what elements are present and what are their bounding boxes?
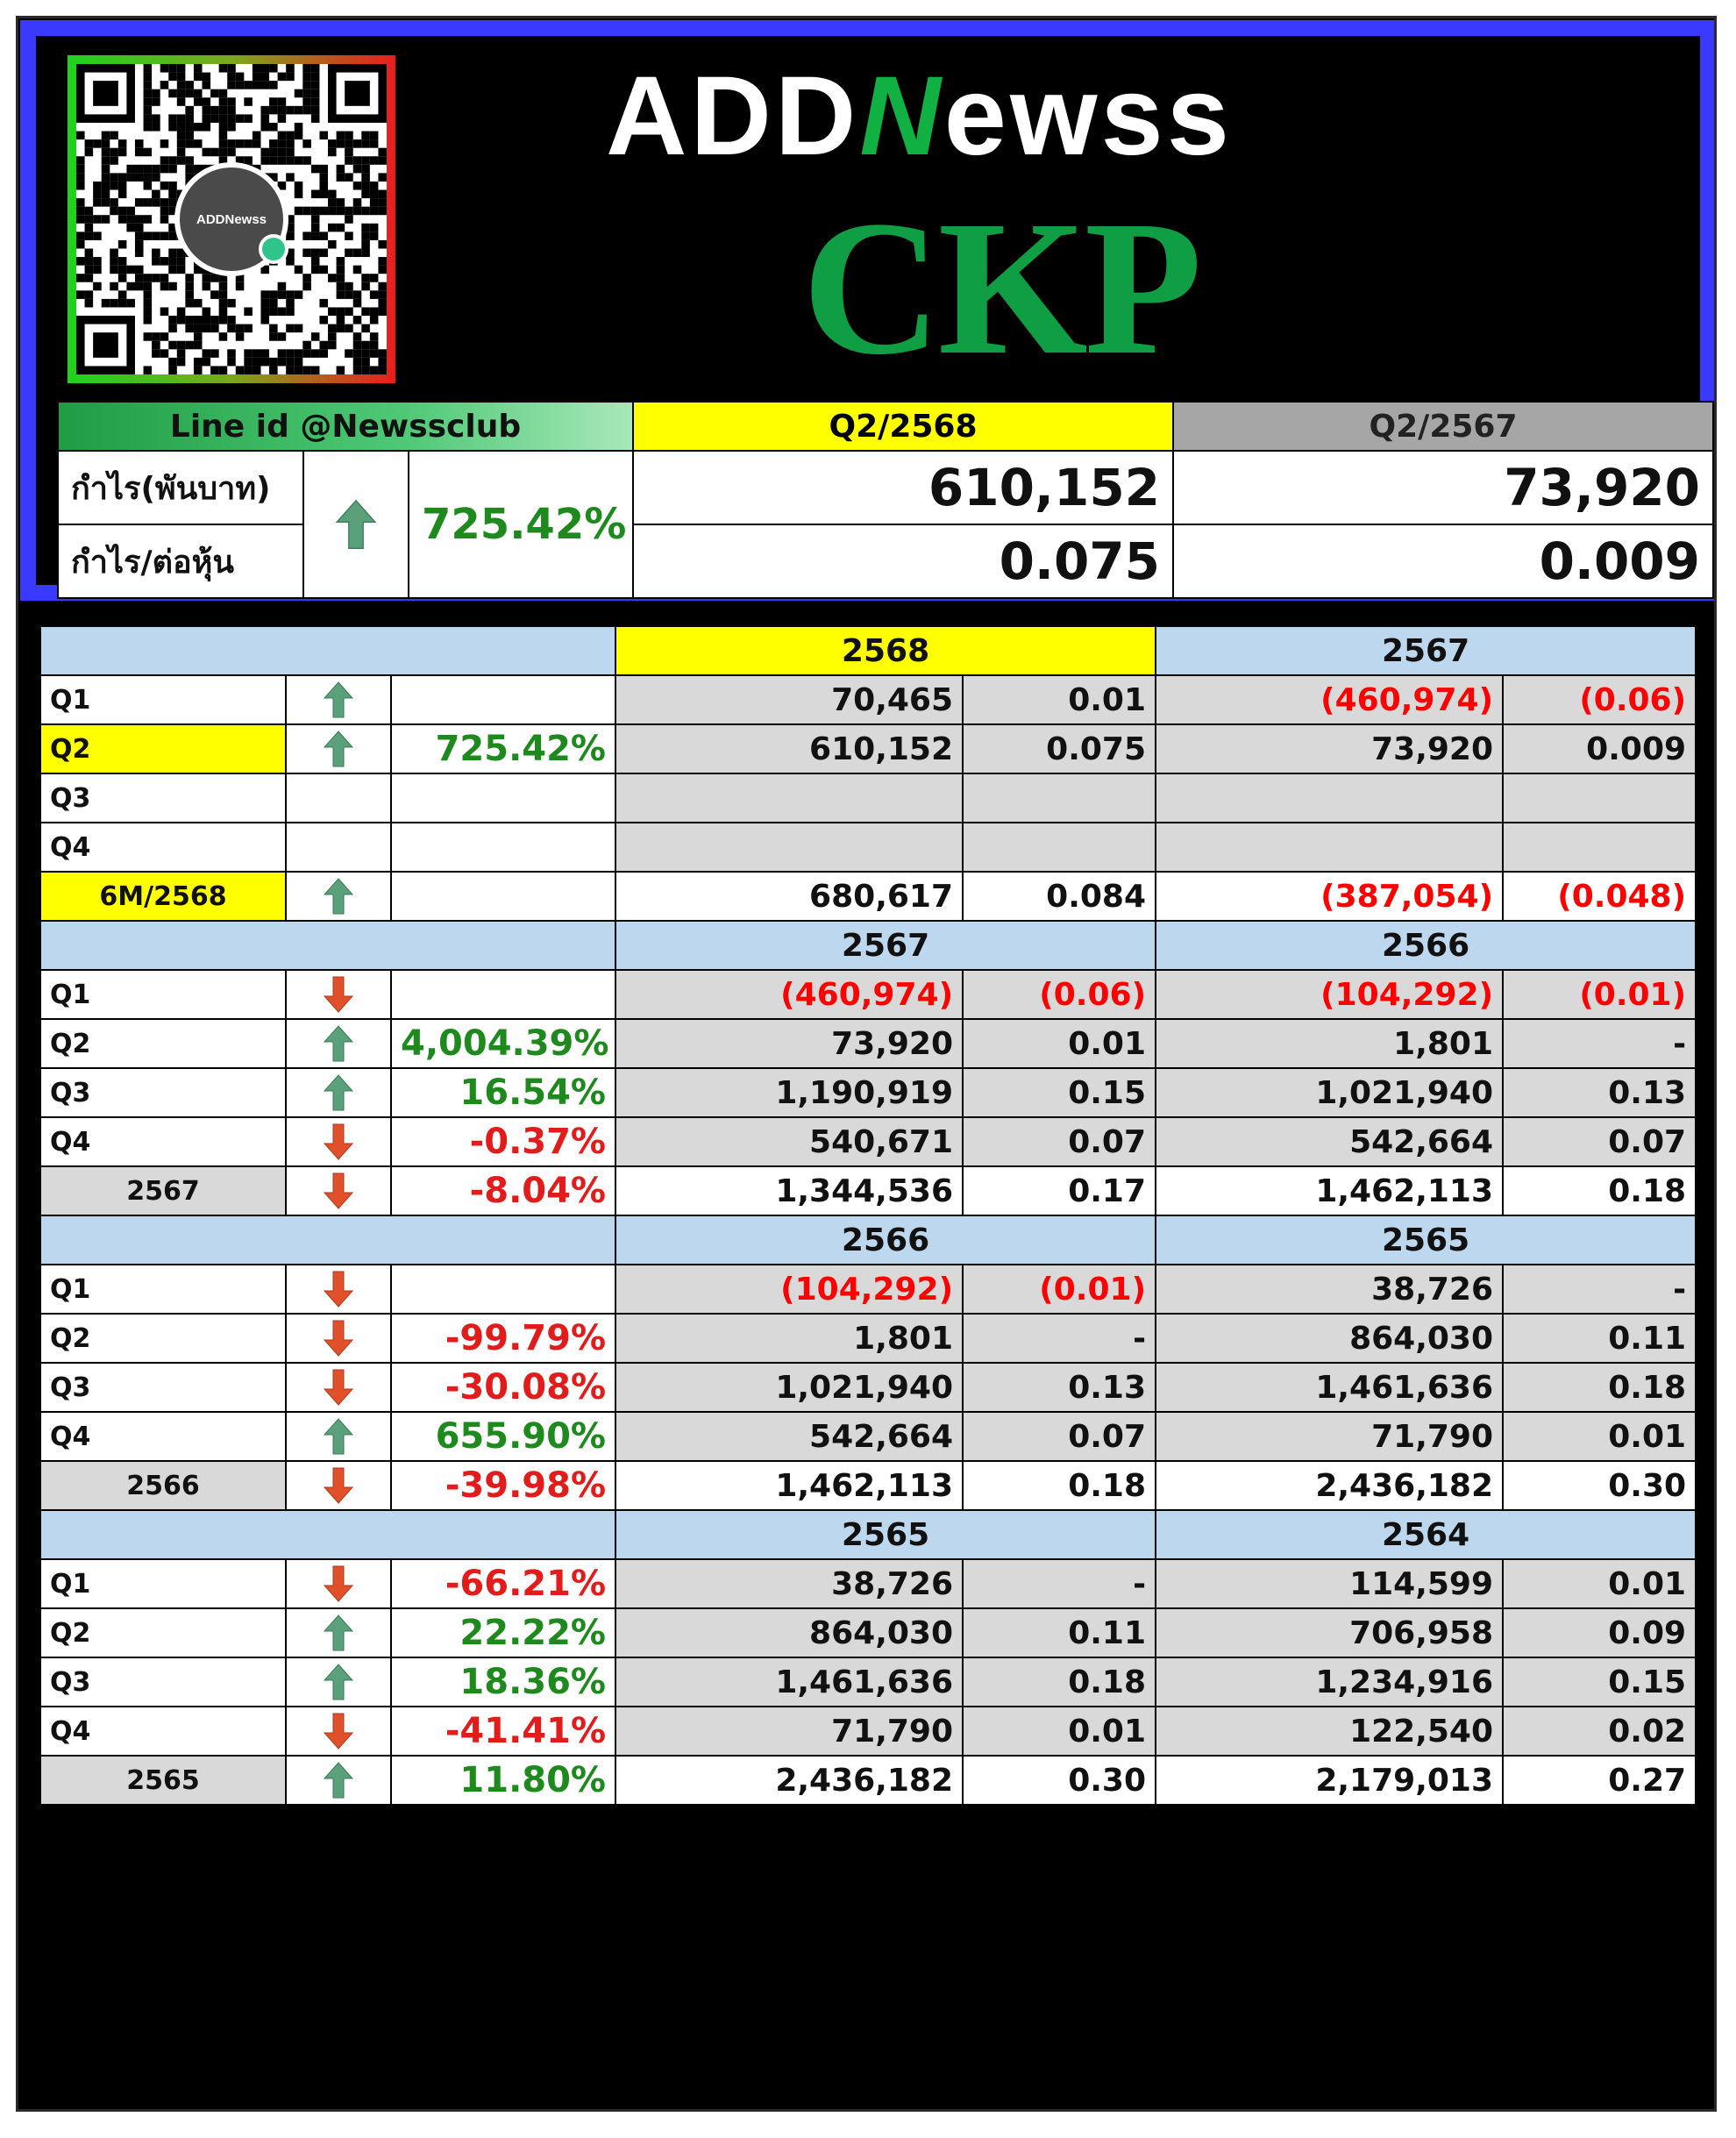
arrow-up-icon — [321, 1073, 356, 1112]
profit-b: 706,958 — [1156, 1608, 1503, 1657]
arrow-down-icon — [321, 1270, 356, 1308]
quarter-row — [40, 1068, 1696, 1117]
qr-badge-text: ADDNewss — [196, 211, 267, 227]
year-header-a: 2565 — [615, 1510, 1156, 1559]
label-profit: กำไร(พันบาท) — [58, 451, 303, 524]
trend-arrow-cell — [286, 1363, 391, 1412]
line-id: Line id @Newssclub — [58, 402, 633, 451]
profit-b: 864,030 — [1156, 1314, 1503, 1363]
profit-a: 73,920 — [615, 1019, 963, 1068]
logo-slash: N — [859, 53, 944, 179]
quarter-row — [40, 1363, 1696, 1412]
quarter-row — [40, 1314, 1696, 1363]
eps-b: 0.13 — [1503, 1068, 1696, 1117]
ticker-symbol: CKP — [801, 181, 1199, 395]
eps-a: - — [963, 1559, 1156, 1608]
qr-logo-badge — [174, 162, 288, 276]
quarter-row — [40, 1707, 1696, 1756]
change-percent: -99.79% — [391, 1314, 615, 1363]
profit-b: (104,292) — [1156, 970, 1503, 1019]
year-header-row — [40, 626, 1696, 675]
change-percent: 4,004.39% — [391, 1019, 615, 1068]
period-label: Q3 — [40, 1657, 286, 1707]
trend-arrow-cell — [286, 1707, 391, 1756]
year-header-blank — [40, 626, 615, 675]
eps-b: 0.15 — [1503, 1657, 1696, 1707]
profit-b: 2,436,182 — [1156, 1461, 1503, 1510]
summary-col-current: Q2/2568 — [633, 402, 1173, 451]
profit-b: 71,790 — [1156, 1412, 1503, 1461]
profit-b — [1156, 823, 1503, 872]
profit-b: 122,540 — [1156, 1707, 1503, 1756]
profit-b: (460,974) — [1156, 675, 1503, 724]
eps-b: 0.07 — [1503, 1117, 1696, 1166]
change-percent: -8.04% — [391, 1166, 615, 1215]
arrow-down-icon — [321, 975, 356, 1014]
brand-logo — [606, 55, 1395, 178]
eps-b: 0.18 — [1503, 1166, 1696, 1215]
year-header-a: 2566 — [615, 1215, 1156, 1265]
trend-arrow-cell — [286, 1166, 391, 1215]
trend-arrow-cell — [286, 1559, 391, 1608]
arrow-up-icon — [321, 877, 356, 916]
eps-b: - — [1503, 1019, 1696, 1068]
arrow-up-icon — [321, 1663, 356, 1701]
eps-a: (0.01) — [963, 1265, 1156, 1314]
change-percent — [391, 823, 615, 872]
year-header-b: 2565 — [1156, 1215, 1696, 1265]
eps-b — [1503, 773, 1696, 823]
qr-code — [68, 55, 395, 383]
profit-a — [615, 823, 963, 872]
period-label: 2565 — [40, 1756, 286, 1805]
arrow-up-icon — [321, 1024, 356, 1063]
eps-a: 0.01 — [963, 675, 1156, 724]
poster-frame — [16, 16, 1717, 2112]
year-header-blank — [40, 1510, 615, 1559]
eps-a: 0.15 — [963, 1068, 1156, 1117]
change-percent: -30.08% — [391, 1363, 615, 1412]
profit-a: 70,465 — [615, 675, 963, 724]
logo-left: ADD — [606, 53, 860, 179]
profit-b: 1,801 — [1156, 1019, 1503, 1068]
chat-icon — [259, 234, 288, 264]
trend-arrow-cell — [286, 1117, 391, 1166]
period-label: Q1 — [40, 1265, 286, 1314]
year-header-row — [40, 921, 1696, 970]
period-label: Q2 — [40, 724, 286, 773]
trend-arrow-cell — [286, 1019, 391, 1068]
trend-arrow-cell — [286, 675, 391, 724]
change-percent — [391, 773, 615, 823]
profit-b — [1156, 773, 1503, 823]
profit-b: 1,021,940 — [1156, 1068, 1503, 1117]
year-header-row — [40, 1510, 1696, 1559]
eps-b: 0.11 — [1503, 1314, 1696, 1363]
trend-arrow-cell — [286, 1314, 391, 1363]
eps-a: 0.084 — [963, 872, 1156, 921]
profit-a: 71,790 — [615, 1707, 963, 1756]
profit-a: 542,664 — [615, 1412, 963, 1461]
change-percent: 16.54% — [391, 1068, 615, 1117]
eps-a: 0.30 — [963, 1756, 1156, 1805]
arrow-up-icon — [331, 498, 381, 551]
period-label: Q3 — [40, 1363, 286, 1412]
eps-a: 0.18 — [963, 1657, 1156, 1707]
quarter-row — [40, 1559, 1696, 1608]
profit-b: 2,179,013 — [1156, 1756, 1503, 1805]
arrow-up-icon — [321, 681, 356, 719]
label-eps: กำไร/ต่อหุ้น — [58, 524, 303, 598]
eps-a: 0.18 — [963, 1461, 1156, 1510]
eps-a: 0.11 — [963, 1608, 1156, 1657]
change-percent: 655.90% — [391, 1412, 615, 1461]
eps-a: 0.13 — [963, 1363, 1156, 1412]
eps-b: 0.30 — [1503, 1461, 1696, 1510]
eps-a: 0.01 — [963, 1707, 1156, 1756]
change-percent — [391, 970, 615, 1019]
period-label: Q2 — [40, 1019, 286, 1068]
arrow-up-icon — [321, 1417, 356, 1456]
eps-b: (0.06) — [1503, 675, 1696, 724]
eps-a — [963, 823, 1156, 872]
eps-a: 0.07 — [963, 1117, 1156, 1166]
year-header-row — [40, 1215, 1696, 1265]
trend-arrow-cell — [286, 1756, 391, 1805]
quarter-row — [40, 724, 1696, 773]
change-percent — [391, 675, 615, 724]
period-label: Q4 — [40, 823, 286, 872]
period-label: Q4 — [40, 1117, 286, 1166]
eps-a: (0.06) — [963, 970, 1156, 1019]
trend-arrow-cell — [286, 773, 391, 823]
profit-b: 542,664 — [1156, 1117, 1503, 1166]
eps-a — [963, 773, 1156, 823]
change-percent: 725.42% — [391, 724, 615, 773]
profit-a — [615, 773, 963, 823]
period-label: Q1 — [40, 1559, 286, 1608]
profit-b: 38,726 — [1156, 1265, 1503, 1314]
profit-a: 2,436,182 — [615, 1756, 963, 1805]
eps-a: 0.01 — [963, 1019, 1156, 1068]
eps-b: 0.01 — [1503, 1559, 1696, 1608]
eps-b: - — [1503, 1265, 1696, 1314]
quarter-row — [40, 1657, 1696, 1707]
total-row — [40, 1166, 1696, 1215]
period-label: 2567 — [40, 1166, 286, 1215]
profit-a: 680,617 — [615, 872, 963, 921]
period-label: Q2 — [40, 1608, 286, 1657]
summary-change-pct: 725.42% — [409, 451, 633, 598]
profit-b: 1,234,916 — [1156, 1657, 1503, 1707]
change-percent: 22.22% — [391, 1608, 615, 1657]
quarter-row — [40, 1412, 1696, 1461]
profit-a: 1,461,636 — [615, 1657, 963, 1707]
arrow-down-icon — [321, 1712, 356, 1750]
change-percent — [391, 872, 615, 921]
summary-arrow-cell — [303, 451, 409, 598]
total-row — [40, 1756, 1696, 1805]
profit-a: 1,344,536 — [615, 1166, 963, 1215]
year-header-b: 2564 — [1156, 1510, 1696, 1559]
period-label: Q4 — [40, 1412, 286, 1461]
eps-current: 0.075 — [633, 524, 1173, 598]
profit-a: (460,974) — [615, 970, 963, 1019]
eps-a: 0.17 — [963, 1166, 1156, 1215]
year-header-a: 2567 — [615, 921, 1156, 970]
trend-arrow-cell — [286, 1412, 391, 1461]
trend-arrow-cell — [286, 823, 391, 872]
eps-b: (0.01) — [1503, 970, 1696, 1019]
arrow-up-icon — [321, 1614, 356, 1652]
trend-arrow-cell — [286, 1461, 391, 1510]
change-percent: -0.37% — [391, 1117, 615, 1166]
change-percent: -41.41% — [391, 1707, 615, 1756]
arrow-up-icon — [321, 730, 356, 768]
period-label: Q3 — [40, 1068, 286, 1117]
quarter-row — [40, 1265, 1696, 1314]
profit-a: 864,030 — [615, 1608, 963, 1657]
profit-a: 540,671 — [615, 1117, 963, 1166]
year-header-b: 2566 — [1156, 921, 1696, 970]
profit-a: 610,152 — [615, 724, 963, 773]
trend-arrow-cell — [286, 1068, 391, 1117]
profit-a: 38,726 — [615, 1559, 963, 1608]
quarter-row — [40, 1019, 1696, 1068]
year-header-blank — [40, 921, 615, 970]
eps-b: (0.048) — [1503, 872, 1696, 921]
quarter-row — [40, 1608, 1696, 1657]
profit-a: 1,801 — [615, 1314, 963, 1363]
year-header-a: 2568 — [615, 626, 1156, 675]
period-label: Q3 — [40, 773, 286, 823]
change-percent: 11.80% — [391, 1756, 615, 1805]
eps-a: 0.075 — [963, 724, 1156, 773]
profit-a: 1,021,940 — [615, 1363, 963, 1412]
change-percent: 18.36% — [391, 1657, 615, 1707]
quarter-row — [40, 773, 1696, 823]
logo-right: ewss — [943, 53, 1233, 179]
trend-arrow-cell — [286, 1265, 391, 1314]
profit-previous: 73,920 — [1173, 451, 1713, 524]
eps-a: 0.07 — [963, 1412, 1156, 1461]
trend-arrow-cell — [286, 970, 391, 1019]
eps-b: 0.009 — [1503, 724, 1696, 773]
eps-previous: 0.009 — [1173, 524, 1713, 598]
arrow-up-icon — [321, 1761, 356, 1799]
period-label: 2566 — [40, 1461, 286, 1510]
period-label: Q1 — [40, 675, 286, 724]
change-percent — [391, 1265, 615, 1314]
year-header-b: 2567 — [1156, 626, 1696, 675]
period-label: Q4 — [40, 1707, 286, 1756]
summary-col-previous: Q2/2567 — [1173, 402, 1713, 451]
profit-a: 1,462,113 — [615, 1461, 963, 1510]
arrow-down-icon — [321, 1319, 356, 1358]
header-panel — [20, 20, 1716, 601]
trend-arrow-cell — [286, 1608, 391, 1657]
eps-b: 0.09 — [1503, 1608, 1696, 1657]
eps-b — [1503, 823, 1696, 872]
profit-b: 73,920 — [1156, 724, 1503, 773]
eps-a: - — [963, 1314, 1156, 1363]
quarter-row — [40, 823, 1696, 872]
earnings-table-body — [40, 626, 1696, 1805]
trend-arrow-cell — [286, 1657, 391, 1707]
summary-table — [57, 401, 1714, 599]
arrow-down-icon — [321, 1122, 356, 1161]
arrow-down-icon — [321, 1564, 356, 1603]
total-row — [40, 872, 1696, 921]
quarter-row — [40, 1117, 1696, 1166]
eps-b: 0.27 — [1503, 1756, 1696, 1805]
total-row — [40, 1461, 1696, 1510]
quarter-row — [40, 970, 1696, 1019]
arrow-down-icon — [321, 1466, 356, 1505]
profit-b: 1,462,113 — [1156, 1166, 1503, 1215]
trend-arrow-cell — [286, 724, 391, 773]
change-percent: -66.21% — [391, 1559, 615, 1608]
qr-inner — [76, 64, 387, 374]
profit-b: 1,461,636 — [1156, 1363, 1503, 1412]
profit-a: 1,190,919 — [615, 1068, 963, 1117]
arrow-down-icon — [321, 1172, 356, 1210]
quarter-row — [40, 675, 1696, 724]
change-percent: -39.98% — [391, 1461, 615, 1510]
profit-b: (387,054) — [1156, 872, 1503, 921]
year-header-blank — [40, 1215, 615, 1265]
profit-a: (104,292) — [615, 1265, 963, 1314]
profit-current: 610,152 — [633, 451, 1173, 524]
eps-b: 0.01 — [1503, 1412, 1696, 1461]
earnings-table — [39, 625, 1697, 1806]
arrow-down-icon — [321, 1368, 356, 1407]
period-label: Q1 — [40, 970, 286, 1019]
trend-arrow-cell — [286, 872, 391, 921]
period-label: Q2 — [40, 1314, 286, 1363]
eps-b: 0.02 — [1503, 1707, 1696, 1756]
period-label: 6M/2568 — [40, 872, 286, 921]
eps-b: 0.18 — [1503, 1363, 1696, 1412]
profit-b: 114,599 — [1156, 1559, 1503, 1608]
